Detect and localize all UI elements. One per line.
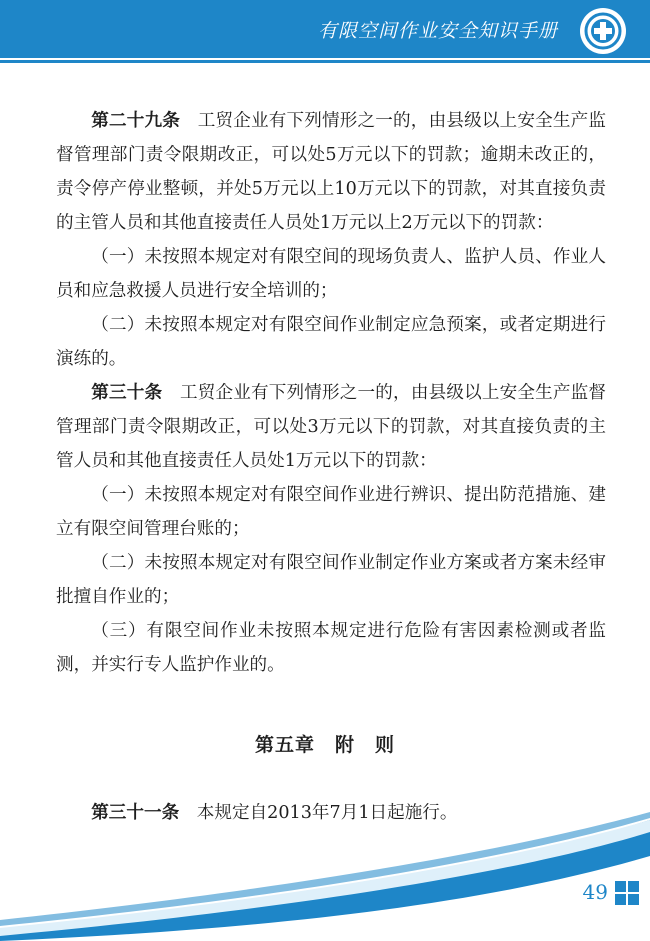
paragraph-text: （一）未按照本规定对有限空间作业进行辨识、提出防范措施、建立有限空间管理台账的； bbox=[56, 485, 606, 539]
paragraph-text: 本规定自2013年7月1日起施行。 bbox=[196, 803, 458, 823]
paragraph bbox=[56, 308, 606, 376]
paragraph-text: 工贸企业有下列情形之一的，由县级以上安全生产监督管理部门责令限期改正，可以处3万元以下的罚款，对其直接负责的主管人员和其他直接责任人员处1万元以下的罚款： bbox=[56, 383, 606, 471]
safety-cross-logo-icon bbox=[578, 6, 628, 56]
paragraph-text: （一）未按照本规定对有限空间的现场负责人、监护人员、作业人员和应急救援人员进行安全培训的； bbox=[56, 247, 606, 301]
chapter-title: 第五章 附 则 bbox=[254, 734, 395, 756]
article-body bbox=[56, 104, 606, 682]
footer-wave bbox=[0, 800, 650, 941]
paragraph bbox=[56, 376, 606, 478]
article-label: 第三十一条 bbox=[91, 803, 180, 823]
paragraph bbox=[56, 546, 606, 614]
header-title: 有限空间作业安全知识手册 bbox=[317, 20, 558, 42]
paragraph bbox=[56, 104, 606, 240]
article-label: 第三十条 bbox=[91, 383, 163, 403]
header-stripe bbox=[0, 60, 650, 63]
paragraph-text: 工贸企业有下列情形之一的，由县级以上安全生产监督管理部门责令限期改正，可以处5万元以下的罚款；逾期未改正的，责令停产停业整顿，并处5万元以上10万元以下的罚款，对其直接负责的主管人员和其他直接责任人员处1万元以上2万元以下的罚款： bbox=[56, 111, 606, 233]
paragraph bbox=[56, 240, 606, 308]
paragraph-text: （三）有限空间作业未按照本规定进行危险有害因素检测或者监测，并实行专人监护作业的。 bbox=[56, 621, 606, 675]
page-number: 49 bbox=[582, 880, 608, 904]
corner-squares-icon bbox=[614, 880, 640, 930]
article-label: 第二十九条 bbox=[91, 111, 180, 131]
paragraph bbox=[56, 614, 606, 682]
paragraph bbox=[56, 478, 606, 546]
paragraph-text: （二）未按照本规定对有限空间作业制定作业方案或者方案未经审批擅自作业的； bbox=[56, 553, 606, 607]
paragraph-text: （二）未按照本规定对有限空间作业制定应急预案，或者定期进行演练的。 bbox=[56, 315, 606, 369]
